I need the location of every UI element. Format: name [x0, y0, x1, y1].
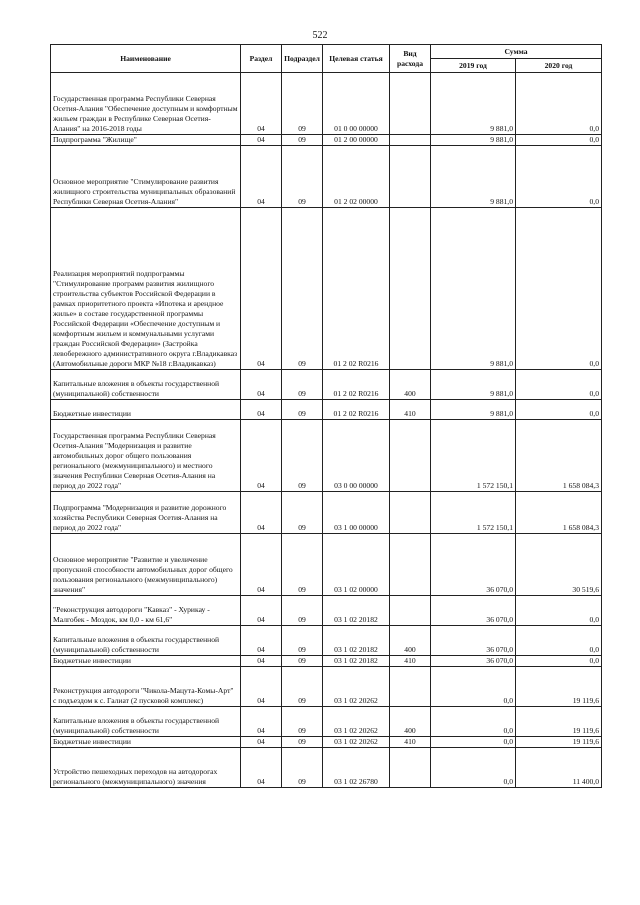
row-section: 04 [241, 370, 282, 400]
header-type: Вид расхода [390, 45, 431, 73]
row-sum-2019: 1 572 150,1 [431, 420, 516, 492]
row-section: 04 [241, 656, 282, 667]
row-name: Бюджетные инвестиции [51, 656, 241, 667]
row-target: 03 1 02 20262 [323, 737, 390, 748]
row-type [390, 146, 431, 208]
row-target: 03 1 02 20182 [323, 626, 390, 656]
row-name: Реконструкция автодороги "Чиколa-Мацута-Комы-Арт" с подъездом к с. Галиат (2 пусковой комплекс) [51, 667, 241, 707]
row-sum-2019: 1 572 150,1 [431, 492, 516, 534]
row-target: 03 1 00 00000 [323, 492, 390, 534]
row-sum-2019: 36 070,0 [431, 626, 516, 656]
row-section: 04 [241, 596, 282, 626]
row-name: Подпрограмма "Жилище" [51, 135, 241, 146]
row-subsection: 09 [282, 492, 323, 534]
table-row [51, 400, 602, 420]
row-section: 04 [241, 667, 282, 707]
row-sum-2020: 1 658 084,3 [516, 420, 602, 492]
row-sum-2019: 9 881,0 [431, 400, 516, 420]
row-target: 01 2 02 R0216 [323, 400, 390, 420]
row-sum-2019: 9 881,0 [431, 208, 516, 370]
row-sum-2020: 30 519,6 [516, 534, 602, 596]
row-type [390, 73, 431, 135]
row-name: Реализация мероприятий подпрограммы "Стимулирование программ развития жилищного строительства субъектов Российской Федерации в рамках приоритетного проекта «Ипотека и арендное жилье» в составе государственной программы Российской Федерации «Обеспечение доступным и комфортным жильем и коммунальными услугами граждан Российской Федерации» (Застройка левобережного административного округа г.Владикавказ (Автомобильные дороги МКР №18 г.Владикавказ) [51, 208, 241, 370]
row-sum-2020: 19 119,6 [516, 667, 602, 707]
table-row [51, 370, 602, 400]
row-sum-2020: 0,0 [516, 73, 602, 135]
row-name: Устройство пешеходных переходов на автодорогах регионального (межмуниципального) значения [51, 748, 241, 788]
table-row [51, 73, 602, 135]
row-section: 04 [241, 135, 282, 146]
row-name: Основное мероприятие "Стимулирование развития жилищного строительства муниципальных образований Республики Северная Осетия-Алания" [51, 146, 241, 208]
header-2019: 2019 год [431, 59, 516, 73]
table-row [51, 146, 602, 208]
row-target: 01 2 02 R0216 [323, 208, 390, 370]
row-type: 410 [390, 656, 431, 667]
row-name: Подпрограмма "Модернизация и развитие дорожного хозяйства Республики Северная Осетия-Алания на период до 2022 года" [51, 492, 241, 534]
row-sum-2019: 9 881,0 [431, 73, 516, 135]
row-subsection: 09 [282, 400, 323, 420]
row-name: Государственная программа Республики Северная Осетия-Алания "Модернизация и развитие автомобильных дорог общего пользования регионального (межмуниципального) и местного значения Республики Северная Осетия-Алания на период до 2022 года" [51, 420, 241, 492]
table-row [51, 656, 602, 667]
row-subsection: 09 [282, 748, 323, 788]
row-name: Капитальные вложения в объекты государственной (муниципальной) собственности [51, 707, 241, 737]
row-type [390, 208, 431, 370]
row-name: "Реконструкция автодороги "Кавказ" - Хурикау - Малгобек - Моздок, км 0,0 - км 61,6" [51, 596, 241, 626]
row-subsection: 09 [282, 208, 323, 370]
row-sum-2020: 0,0 [516, 370, 602, 400]
row-sum-2019: 9 881,0 [431, 135, 516, 146]
row-subsection: 09 [282, 667, 323, 707]
row-type: 410 [390, 400, 431, 420]
row-target: 01 0 00 00000 [323, 73, 390, 135]
row-sum-2019: 9 881,0 [431, 146, 516, 208]
table-row [51, 420, 602, 492]
row-sum-2020: 0,0 [516, 400, 602, 420]
row-section: 04 [241, 208, 282, 370]
row-sum-2019: 36 070,0 [431, 596, 516, 626]
table-row [51, 492, 602, 534]
row-target: 03 1 02 26780 [323, 748, 390, 788]
row-sum-2020: 0,0 [516, 135, 602, 146]
page-number: 522 [312, 30, 328, 41]
row-name: Бюджетные инвестиции [51, 737, 241, 748]
row-sum-2019: 0,0 [431, 737, 516, 748]
row-section: 04 [241, 748, 282, 788]
row-section: 04 [241, 626, 282, 656]
row-type: 400 [390, 707, 431, 737]
row-subsection: 09 [282, 596, 323, 626]
header-target: Целевая статья [323, 45, 390, 73]
row-type [390, 492, 431, 534]
row-sum-2019: 0,0 [431, 667, 516, 707]
row-target: 03 1 02 00000 [323, 534, 390, 596]
row-type [390, 596, 431, 626]
row-name: Государственная программа Республики Северная Осетия-Алания "Обеспечение доступным и комфортным жильем граждан в Республике Северная Осетия-Алания" на 2016-2018 годы [51, 73, 241, 135]
row-subsection: 09 [282, 707, 323, 737]
row-sum-2019: 9 881,0 [431, 370, 516, 400]
row-target: 03 1 02 20182 [323, 656, 390, 667]
row-target: 01 2 00 00000 [323, 135, 390, 146]
row-subsection: 09 [282, 656, 323, 667]
table-row [51, 667, 602, 707]
row-type: 400 [390, 370, 431, 400]
row-subsection: 09 [282, 146, 323, 208]
row-section: 04 [241, 737, 282, 748]
row-subsection: 09 [282, 370, 323, 400]
row-section: 04 [241, 492, 282, 534]
row-section: 04 [241, 400, 282, 420]
row-target: 03 1 02 20262 [323, 707, 390, 737]
table-row [51, 135, 602, 146]
row-section: 04 [241, 420, 282, 492]
table-row [51, 707, 602, 737]
row-sum-2019: 0,0 [431, 707, 516, 737]
header-sum: Сумма [431, 45, 602, 59]
row-sum-2019: 0,0 [431, 748, 516, 788]
row-subsection: 09 [282, 626, 323, 656]
row-sum-2020: 0,0 [516, 656, 602, 667]
row-subsection: 09 [282, 73, 323, 135]
row-subsection: 09 [282, 135, 323, 146]
row-sum-2020: 1 658 084,3 [516, 492, 602, 534]
row-subsection: 09 [282, 420, 323, 492]
header-2020: 2020 год [516, 59, 602, 73]
header-subsection: Подраздел [282, 45, 323, 73]
table-row [51, 748, 602, 788]
row-sum-2020: 19 119,6 [516, 707, 602, 737]
row-section: 04 [241, 707, 282, 737]
header-name: Наименование [51, 45, 241, 73]
row-target: 01 2 02 00000 [323, 146, 390, 208]
row-sum-2019: 36 070,0 [431, 656, 516, 667]
row-name: Капитальные вложения в объекты государственной (муниципальной) собственности [51, 370, 241, 400]
row-sum-2020: 19 119,6 [516, 737, 602, 748]
row-sum-2020: 0,0 [516, 626, 602, 656]
header-section: Раздел [241, 45, 282, 73]
row-type [390, 667, 431, 707]
row-target: 03 1 02 20262 [323, 667, 390, 707]
row-subsection: 09 [282, 534, 323, 596]
budget-table [50, 44, 602, 788]
row-section: 04 [241, 73, 282, 135]
row-type: 400 [390, 626, 431, 656]
row-target: 03 1 02 20182 [323, 596, 390, 626]
row-target: 01 2 02 R0216 [323, 370, 390, 400]
row-type [390, 748, 431, 788]
row-type [390, 534, 431, 596]
row-sum-2020: 0,0 [516, 208, 602, 370]
row-name: Бюджетные инвестиции [51, 400, 241, 420]
table-row [51, 596, 602, 626]
row-sum-2019: 36 070,0 [431, 534, 516, 596]
row-section: 04 [241, 534, 282, 596]
row-subsection: 09 [282, 737, 323, 748]
row-name: Капитальные вложения в объекты государственной (муниципальной) собственности [51, 626, 241, 656]
table-row [51, 534, 602, 596]
row-target: 03 0 00 00000 [323, 420, 390, 492]
row-section: 04 [241, 146, 282, 208]
row-type: 410 [390, 737, 431, 748]
table-row [51, 737, 602, 748]
row-sum-2020: 0,0 [516, 596, 602, 626]
table-row [51, 626, 602, 656]
row-type [390, 135, 431, 146]
row-type [390, 420, 431, 492]
row-sum-2020: 11 400,0 [516, 748, 602, 788]
row-sum-2020: 0,0 [516, 146, 602, 208]
table-row [51, 208, 602, 370]
row-name: Основное мероприятие "Развитие и увеличение пропускной способности автомобильных дорог общего пользования регионального (межмуниципального) значения" [51, 534, 241, 596]
